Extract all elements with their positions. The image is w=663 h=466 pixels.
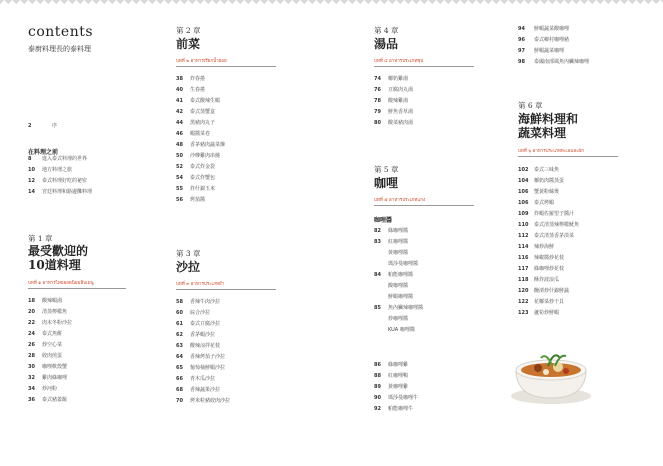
toc-row[interactable] [176,129,286,140]
toc-row[interactable] [28,384,148,395]
entry-title: KUA 咖哩醬 [388,327,415,333]
entry-title: 清蒸檸檬魚 [42,309,68,315]
toc-row[interactable] [176,173,286,184]
ch3-list [176,297,286,407]
divider [176,66,276,67]
toc-row[interactable] [28,329,148,340]
entry-title: 泰式魚餅 [42,331,63,337]
toc-row[interactable] [176,308,286,319]
toc-row[interactable] [176,374,286,385]
toc-row[interactable] [176,151,286,162]
toc-row[interactable] [518,209,648,220]
toc-row[interactable] [374,371,484,382]
page-number: 85 [374,305,381,311]
page-number: 55 [176,186,183,192]
toc-row[interactable] [374,292,484,303]
toc-row[interactable] [518,264,648,275]
page-number: 84 [374,272,381,278]
contents-title: contents [28,24,94,40]
toc-row[interactable] [176,396,286,407]
entry-title: 進入泰式料理的世界 [42,156,88,162]
entry-title: 酥炸波浪瓜 [534,277,560,283]
chapter-number: 第 2 章 [176,26,201,35]
page-number: 54 [176,175,183,181]
entry-title: 泰式清蒸辣檸檬魷魚 [534,222,580,228]
toc-row[interactable] [176,85,286,96]
page-number: 12 [28,178,35,184]
page-number: 56 [176,197,183,203]
page-number: 63 [176,343,183,349]
entry-title: 豆腐肉丸湯 [388,87,414,93]
entry-title: 泰式料理好吃的祕密 [42,178,88,184]
entry-title: 瑪莎曼咖哩牛 [388,395,419,401]
page-number: 96 [518,37,525,43]
page-number: 97 [518,48,525,54]
toc-row[interactable] [176,319,286,330]
page-number: 66 [176,376,183,382]
toc-row[interactable] [518,35,648,46]
page-number: 10 [28,167,35,173]
toc-row[interactable] [374,393,484,404]
toc-row[interactable] [374,270,484,281]
page-number: 110 [518,222,529,228]
entry-title: 黃咖哩醬 [388,250,409,256]
page-number: 116 [518,255,529,261]
toc-row[interactable] [518,242,648,253]
toc-row[interactable] [518,24,648,35]
toc-row[interactable] [374,325,484,336]
toc-row[interactable] [28,296,148,307]
toc-row[interactable] [28,307,148,318]
entry-title: 炒河粉 [42,386,58,392]
toc-row[interactable] [176,184,286,195]
chapter-title-line: 蔬菜料理 [518,126,567,141]
toc-row[interactable] [518,286,648,297]
entry-title: 葡萄柚鮮蝦沙拉 [190,365,226,371]
entry-title: 帕能咖哩牛 [388,406,414,412]
toc-row[interactable] [374,85,484,96]
entry-title: 雞肉綠咖哩 [42,375,68,381]
toc-row[interactable] [518,275,648,286]
page-number: 74 [374,76,381,82]
chapter-thai: บทที่ ๓ อาหารประเภทยำ [176,282,225,287]
entry-title: 炒咖哩醬 [388,316,409,322]
entry-title: 泰式豆腐沙拉 [190,321,221,327]
entry-title: 序 [52,123,58,129]
entry-title: 泰國南部風魚內臟辣咖哩 [534,59,590,65]
page-number: 18 [28,298,35,304]
entry-title: 綜合沙拉 [190,310,211,316]
section-heading: 在料理之前 [28,149,59,156]
toc-row[interactable] [176,297,286,308]
toc-row[interactable] [176,107,286,118]
page-number: 76 [374,87,381,93]
toc-row[interactable] [374,303,484,314]
page-number: 62 [176,332,183,338]
entry-title: 酸咖哩醬 [388,283,409,289]
page-number: 90 [374,395,381,401]
toc-row[interactable] [28,154,148,165]
page-number: 34 [28,386,35,392]
page-number: 92 [374,406,381,412]
toc-row[interactable] [28,121,148,132]
page-number: 120 [518,288,529,294]
toc-row[interactable] [518,165,648,176]
page-number: 88 [374,373,381,379]
page-number: 60 [176,310,183,316]
toc-row[interactable] [374,96,484,107]
toc-row[interactable] [374,118,484,129]
toc-row[interactable] [374,259,484,270]
page-number: 50 [176,153,183,159]
entry-title: 絞肉煎蛋 [42,353,63,359]
entry-title: 香辣牛肉沙拉 [190,299,221,305]
ch1-list [28,296,148,406]
page-number: 32 [28,375,35,381]
chapter-title [28,244,88,273]
toc-row[interactable] [518,308,648,319]
entry-title: 鮮魚香草湯 [388,109,414,115]
chapter-title-line: 最受歡迎的 [28,244,89,258]
divider [28,288,126,289]
page-number: 117 [518,266,529,272]
chapter-number: 第 5 章 [374,165,399,174]
toc-row[interactable] [374,281,484,292]
entry-title: 酸辣雞湯 [388,98,409,104]
toc-row[interactable] [28,165,148,176]
toc-row[interactable] [518,198,648,209]
entry-title: 酸辣蝦湯 [42,298,63,304]
toc-row[interactable] [28,395,148,406]
page-number: 94 [518,26,525,32]
page-number: 2 [28,123,32,129]
entry-title: 蟹黃粉絲煲 [534,189,560,195]
page-number: 106 [518,200,529,206]
entry-title: 綠咖哩炒花枝 [534,266,565,272]
section-heading: 咖哩醬 [374,217,393,224]
page-number: 102 [518,167,529,173]
page-number: 22 [28,320,35,326]
ch5-list [374,226,484,336]
entry-title: 炒空心菜 [42,342,63,348]
dish-photo [508,336,594,406]
entry-title: 綠咖哩雞 [388,362,409,368]
entry-title: 炸蝦佐羅望子醬汁 [534,211,575,217]
chapter-number: 第 1 章 [28,234,53,243]
toc-row[interactable] [176,330,286,341]
page-number: 83 [374,239,381,245]
page-number: 123 [518,310,529,316]
page-number: 40 [176,87,183,93]
page-number: 24 [28,331,35,337]
zigzag-border [0,0,663,8]
entry-title: 泰式蒸蟹盒 [190,109,216,115]
page-number: 80 [374,120,381,126]
entry-title: 椰奶肉醬蒸蛋 [534,178,565,184]
chapter-thai: บทที่ ๕ อาหารประเภทแกง [374,198,426,203]
page-number: 38 [176,76,183,82]
toc-row[interactable] [518,297,648,308]
toc-row[interactable] [518,57,648,68]
chapter-number: 第 3 章 [176,249,201,258]
entry-title: 鮮蝦蔬菜咖哩 [534,48,565,54]
divider [518,156,618,157]
toc-row[interactable] [176,140,286,151]
entry-title: 黑豬肉丸子 [190,120,216,126]
entry-title: 椰奶雞湯 [388,76,409,82]
toc-row[interactable] [374,404,484,415]
entry-title: 生春捲 [190,87,206,93]
entry-title: 香茅蝦沙拉 [190,332,216,338]
entry-title: 泰式炸金袋 [190,164,216,170]
entry-title: 酸辣涼拌花枝 [190,343,221,349]
entry-title: 香辣烤茄子沙拉 [190,354,226,360]
toc-row[interactable] [374,107,484,118]
page-number: 44 [176,120,183,126]
chapter-title: 湯品 [374,37,399,51]
page-number: 48 [176,142,183,148]
entry-title: 酸菜豬肉湯 [388,120,414,126]
entry-title: 鮮蝦咖哩醬 [388,294,414,300]
page-number: 52 [176,164,183,170]
toc-row[interactable] [28,351,148,362]
toc-row[interactable] [176,352,286,363]
chapter-title [518,112,578,141]
toc-row[interactable] [176,74,286,85]
toc-row[interactable] [518,231,648,242]
page-number: 64 [176,354,183,360]
page-number: 41 [176,98,183,104]
page-number: 112 [518,233,529,239]
chapter-number: 第 4 章 [374,26,399,35]
ch2-list [176,74,286,206]
page-number: 28 [28,353,35,359]
toc-row[interactable] [518,46,648,57]
ch4-list [374,74,484,129]
chapter-title-line: 10道料理 [28,258,81,273]
ch5-list-2 [374,360,484,415]
toc-row[interactable] [176,195,286,206]
page-number: 14 [28,189,35,195]
toc-row[interactable] [518,187,648,198]
toc-row[interactable] [518,220,648,231]
toc-row[interactable] [28,362,148,373]
entry-title: 泰式三味魚 [534,167,560,173]
chapter-title-line: 海鮮料理和 [518,112,579,126]
entry-title: 炸春捲 [190,76,206,82]
page-number: 98 [518,59,525,65]
toc-row[interactable] [176,385,286,396]
entry-title: 瑪莎曼咖哩醬 [388,261,419,267]
toc-row[interactable] [176,162,286,173]
page-number: 86 [374,362,381,368]
entry-title: 蘆筍炒鮮蝦 [534,310,560,316]
toc-row[interactable] [374,360,484,371]
toc-row[interactable] [176,363,286,374]
entry-title: 香辣蔬果沙拉 [190,387,221,393]
page-number: 42 [176,109,183,115]
chapter-thai: บทที่ ๖ อาหารประเภททะเลและผัก [518,149,584,154]
entry-title: 烤茄醬 [190,197,206,203]
page-number: 82 [374,228,381,234]
toc-row[interactable] [28,176,148,187]
toc-row[interactable] [518,176,648,187]
entry-title: 紅咖哩鴨 [388,373,409,379]
toc-row[interactable] [28,318,148,329]
entry-title: 沙嗲雞肉串燒 [190,153,221,159]
page-number: 68 [176,387,183,393]
entry-title: 青木瓜沙拉 [190,376,216,382]
page-number: 61 [176,321,183,327]
chapter-thai: บทที่ ๔ อาหารประเภทซุป [374,59,424,64]
chapter-title: 前菜 [176,37,201,51]
page-number: 89 [374,384,381,390]
page-number: 20 [28,309,35,315]
page-number: 78 [374,98,381,104]
toc-row[interactable] [374,382,484,393]
entry-title: 帕能咖哩醬 [388,272,414,278]
toc-row[interactable] [518,253,648,264]
toc-row[interactable] [374,237,484,248]
toc-entry [28,121,148,132]
entry-title: 辣炒海鮮 [534,244,555,250]
chapter-number: 第 6 章 [518,101,543,110]
entry-title: 泰式清蒸香茅淡菜 [534,233,575,239]
entry-title: 鮮蝦蔬菜酸咖哩 [534,26,570,32]
page-number: 58 [176,299,183,305]
page-number: 118 [518,277,529,283]
ch5-list-3 [518,24,648,68]
toc-row[interactable] [374,248,484,259]
entry-title: 泰式鄉村咖哩豬 [534,37,570,43]
entry-title: 香茅豬肉蔬菜盤 [190,142,226,148]
entry-title: 黃咖哩雞 [388,384,409,390]
page-number: 79 [374,109,381,115]
entry-title: 泰式烤蝦 [534,200,555,206]
page-number: 70 [176,398,183,404]
chapter-title: 沙拉 [176,260,201,274]
page-number: 8 [28,156,32,162]
page-number: 65 [176,365,183,371]
chapter-thai: บทที่ ๒ อาหารเรียกน้ำย่อย [176,59,227,64]
toc-row[interactable] [28,340,148,351]
toc-row[interactable] [176,118,286,129]
entry-title: 泰式酸辣生蝦 [190,98,221,104]
contents-subtitle: 泰廚料理長的泰料理 [28,45,91,53]
toc-row[interactable] [28,373,148,384]
ch6-list [518,165,648,319]
toc-row[interactable] [176,341,286,352]
entry-title: 醃漬炒什錦鮮蔬 [534,288,570,294]
entry-title: 地方料理之旅 [42,167,73,173]
divider [374,205,474,206]
entry-title: 蝦醬菜卷 [190,131,211,137]
entry-title: 泰式豬蓋飯 [42,397,68,403]
entry-title: 綠咖哩醬 [388,228,409,234]
page-number: 114 [518,244,529,250]
toc-row[interactable] [374,226,484,237]
entry-title: 肉末冬粉沙拉 [42,320,73,326]
before-list [28,154,148,198]
page-number: 46 [176,131,183,137]
chapter-title: 咖哩 [374,176,399,190]
divider [176,289,276,290]
toc-row[interactable] [374,74,484,85]
entry-title: 宮廷料理和路邊攤料理 [42,189,93,195]
toc-row[interactable] [176,96,286,107]
entry-title: 泰式炸蟹包 [190,175,216,181]
entry-title: 炸什錦玉米 [190,186,216,192]
entry-title: 花椰菜炒干貝 [534,299,565,305]
page-number: 26 [28,342,35,348]
page-number: 109 [518,211,529,217]
toc-row[interactable] [374,314,484,325]
entry-title: 魚內臟辣咖哩醬 [388,305,424,311]
toc-row[interactable] [28,187,148,198]
chapter-thai: บทที่ ๑ อาหารไทยยอดนิยมสิบเมนู [28,281,94,286]
entry-title: 辣椒醬炒花枝 [534,255,565,261]
entry-title: 烤米粒豬絞肉沙拉 [190,398,231,404]
page-number: 36 [28,397,35,403]
entry-title: 咖哩軟殼蟹 [42,364,68,370]
divider [374,66,474,67]
page-number: 30 [28,364,35,370]
page-number: 106 [518,189,529,195]
page-number: 104 [518,178,529,184]
page-number: 122 [518,299,529,305]
entry-title: 紅咖哩醬 [388,239,409,245]
